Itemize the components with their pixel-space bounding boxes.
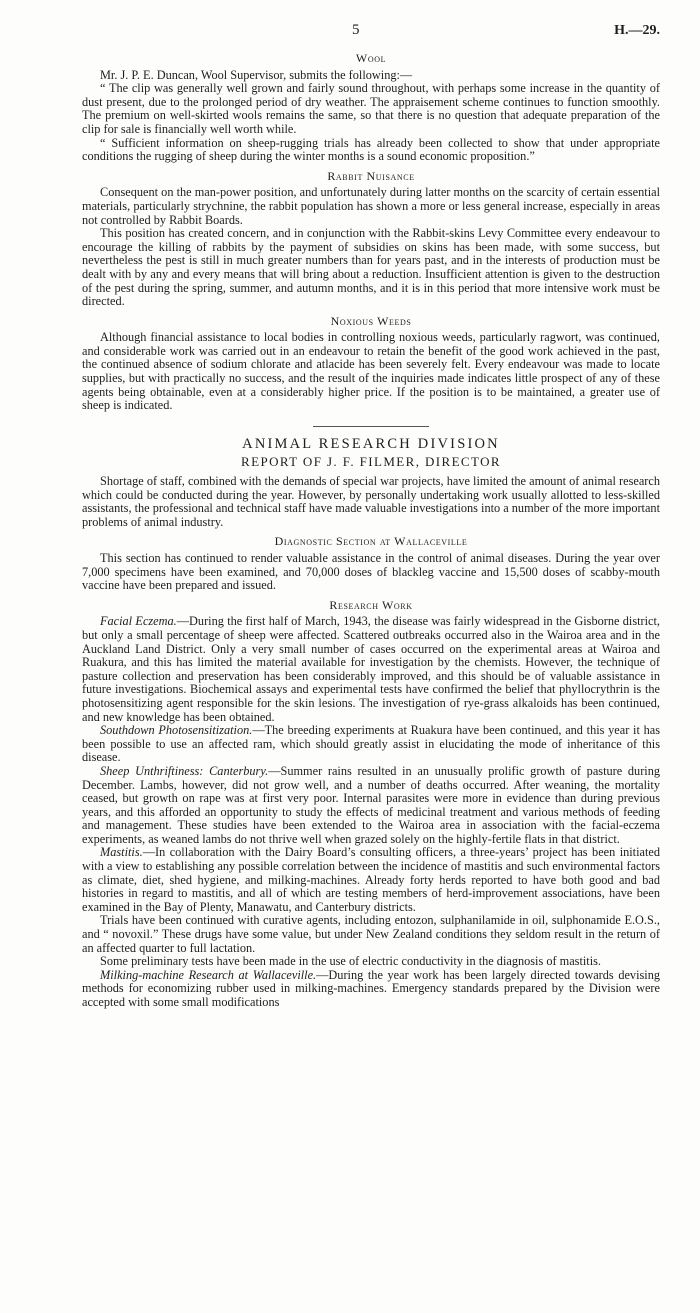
trials-paragraph: Trials have been continued with curative agents, including entozon, sulphanilamide in oil, sulphonamide E.O.S., and “ novoxil.” These drugs have some value, but under New Zealand conditions they seldom result in the return of an affected quarter to full lactation.: [82, 913, 660, 955]
rabbit-paragraph-1: Consequent on the man-power position, and unfortunately during latter months on the scarcity of certain essential materials, particularly strychnine, the rabbit population has shown a more or less general increase, especially in areas not controlled by Rabbit Boards.: [82, 185, 660, 227]
research-heading: Research Work: [329, 597, 413, 612]
sheep-unthriftiness-paragraph: [82, 765, 660, 847]
wool-paragraph-2: “ Sufficient information on sheep-rugging trials has already been collected to show that under appropriate conditions the rugging of sheep during the winter months is a sound economic proposition.”: [82, 135, 660, 164]
mastitis-paragraph: [82, 846, 660, 914]
sheep-unthriftiness-title: Sheep Unthriftiness: Canterbury.: [100, 763, 269, 778]
southdown-paragraph: [82, 724, 660, 765]
facial-eczema-title: Facial Eczema.: [100, 614, 177, 629]
diagnostic-paragraph-1: This section has continued to render valuable assistance in the control of animal diseases. During the year over 7,000 specimens have been examined, and 70,000 doses of blackleg vaccine and 15,500 doses of scabby-mouth vaccine have been prepared and issued.: [82, 551, 660, 593]
rabbit-paragraph-2: This position has created concern, and in conjunction with the Rabbit-skins Levy Committee every endeavour to encourage the killing of rabbits by the payment of subsidies on skins has been made, with some success, but nevertheless the pest is still in much greater numbers than for years past, and in the interests of production must be dealt with by any and every means that will bring about a reduction. Insufficient attention is given to the destruction of the pest during the spring, summer, and autumn months, and it is in this period that more intensive work must be directed.: [82, 226, 660, 309]
southdown-text: —The breeding experiments at Ruakura have been continued, and this year it has been possible to use an affected ram, which should greatly assist in elucidating the mode of inheritance of this disease.: [82, 723, 660, 765]
section-divider: [313, 426, 429, 427]
mastitis-text: —In collaboration with the Dairy Board’s consulting officers, a three-years’ project has been initiated with a view to establishing any possible correlation between the incidence of mastitis and such environmental factors as climate, diet, shed hygiene, and milking-machines. Already forty herds reported to have both good and bad histories in regard to mastitis, and all of which are testing members of herd-improvement associations, have been examined in the Bay of Plenty, Manawatu, and Canterbury districts.: [82, 845, 660, 914]
page-header: [82, 24, 660, 50]
mastitis-title: Mastitis.: [100, 845, 143, 860]
diagnostic-heading: Diagnostic Section at Wallaceville: [274, 534, 468, 549]
southdown-title: Southdown Photosensitization.: [100, 723, 253, 738]
milking-machine-text: —During the year work has been largely directed towards devising methods for economizing rubber used in milking-machines. Emergency standards prepared by the Division were accepted with some small modifications: [82, 967, 660, 1009]
facial-eczema-text: —During the first half of March, 1943, the disease was fairly widespread in the Gisborne district, but only a small percentage of sheep were affected. Scattered outbreaks occurred also in the Wairoa area and in the Auckland Land District. Only a very small number of cases occurred on the experimental areas at Wairoa and Ruakura, and this has limited the material available for investigation by the chemists. However, the technique of pasture collection and preservation has been considerably improved, and this should be of valuable assistance in future investigations. Biochemical assays and experimental tests have confirmed the belief that phyllocrythrin is the photosensitizing agent responsible for the skin lesions. The investigation of rye-grass alkaloids has been continued, and new knowledge has been obtained.: [82, 614, 660, 724]
page-number: 5: [352, 22, 360, 38]
wool-intro: Mr. J. P. E. Duncan, Wool Supervisor, submits the following:—: [100, 67, 413, 82]
rabbit-heading: Rabbit Nuisance: [327, 168, 415, 183]
division-title: ANIMAL RESEARCH DIVISION: [242, 435, 500, 452]
document-reference: H.—29.: [614, 23, 660, 38]
sheep-unthriftiness-text: —Summer rains resulted in an unusually prolific growth of pasture during December. Lambs, however, did not grow well, and a number of deaths occurred. After weaning, the mortality ceased, but growth on rape was at first very poor. Internal parasites were more in evidence than during previous years, and this afforded an opportunity to study the effects of medicinal treatment and various methods of feeding and management. These studies have been extended to the Wairoa area in association with the facial-eczema experiments, as weaned lambs do not thrive well when grazed solely on the highly-fertile flats in that district.: [82, 763, 661, 846]
weeds-paragraph-1: Although financial assistance to local bodies in controlling noxious weeds, particularly ragwort, was continued, and considerable work was carried out in an endeavour to retain the benefit of the good work achieved in the past, the continued absence of sodium chlorate and atlacide has been severely felt. Every endeavour was made to locate supplies, but with practically no success, and the result of the inquiries made indicates little prospect of any of these agents being obtainable, even at a considerably higher price. If the position is to be maintained, a greater use of sheep is indicated.: [82, 330, 660, 413]
milking-machine-title: Milking-machine Research at Wallaceville.: [100, 967, 317, 982]
facial-eczema-paragraph: [82, 615, 660, 724]
weeds-heading: Noxious Weeds: [330, 313, 412, 328]
division-subtitle: REPORT OF J. F. FILMER, DIRECTOR: [241, 454, 501, 470]
milking-machine-paragraph: [82, 969, 660, 1010]
preliminary-tests-paragraph: Some preliminary tests have been made in the use of electric conductivity in the diagnosis of mastitis.: [100, 954, 601, 969]
wool-paragraph-1: “ The clip was generally well grown and fairly sound throughout, with perhaps some increase in the quantity of dust present, due to the prolonged period of dry weather. The appraisement scheme continues to function smoothly. The premium on well-skirted wools remains the same, so that there is no question that adequate preparation of the clip for sale is financially well worth while.: [82, 81, 660, 136]
division-paragraph-1: Shortage of staff, combined with the demands of special war projects, have limited the amount of animal research which could be conducted during the year. However, by personally undertaking work usually allotted to less-skilled assistants, the professional and technical staff have made valuable investigations into a number of the more important problems of animal industry.: [82, 474, 660, 529]
wool-heading: Wool: [355, 51, 387, 65]
